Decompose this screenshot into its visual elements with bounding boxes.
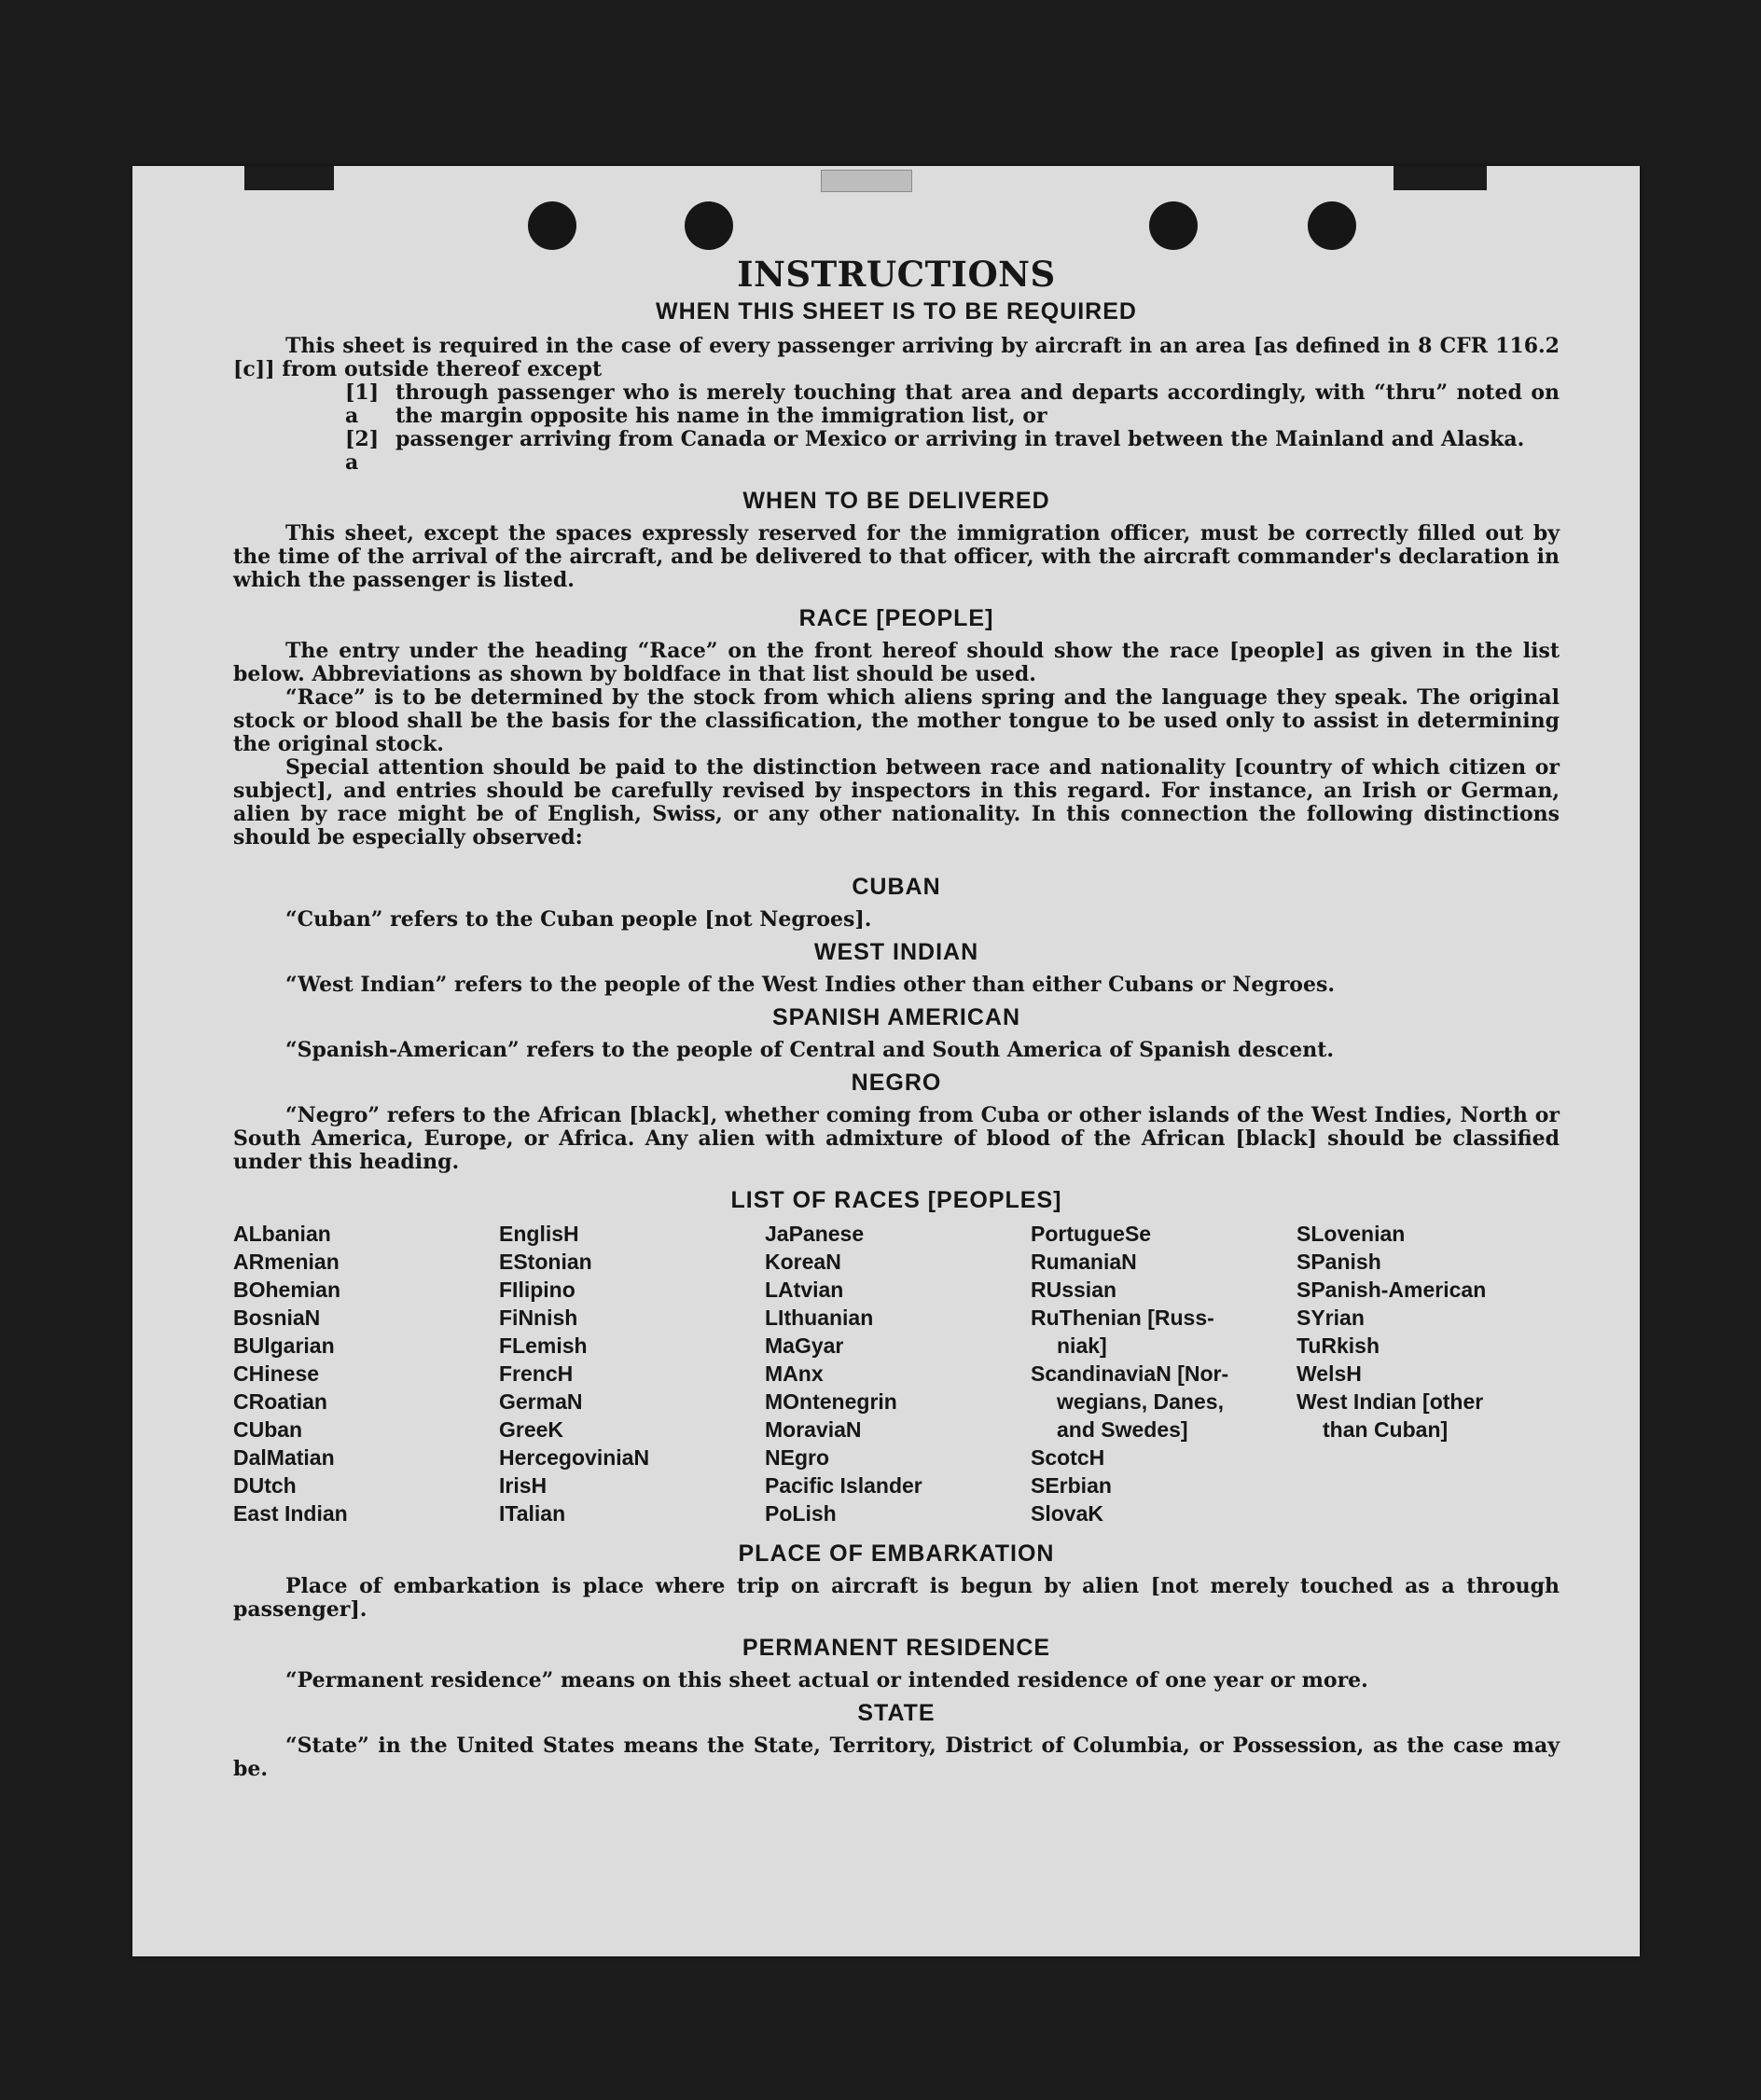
document-page <box>132 166 1640 1956</box>
heading-when-required: WHEN THIS SHEET IS TO BE REQUIRED <box>656 298 1137 325</box>
race-entry: East Indian <box>233 1501 348 1526</box>
race-entry: SYrian <box>1296 1306 1365 1330</box>
page-tab-right <box>1394 166 1487 190</box>
cuban-text: “Cuban” refers to the Cuban people [not Negroes]. <box>285 907 872 932</box>
page-tab-left <box>244 166 334 190</box>
exception-item-2-text: passenger arriving from Canada or Mexico or arriving in travel between the Mainland and Alaska. <box>395 427 1525 451</box>
race-entry: FrencH <box>499 1361 574 1386</box>
race-entry: WelsH <box>1296 1361 1362 1386</box>
race-entry: RuThenian [Russ- <box>1031 1306 1214 1330</box>
exception-item-1-text: through passenger who is merely touching that area and departs accordingly, with “thru” noted on the margin opposite his name in the immigration list, or <box>395 380 1560 428</box>
races-column-5 <box>1296 1220 1560 1527</box>
heading-spanish-american: SPANISH AMERICAN <box>771 1004 1020 1030</box>
exception-item-2 <box>233 428 1560 475</box>
race-entry: LAtvian <box>765 1278 844 1302</box>
race-entry: West Indian [other <box>1296 1389 1484 1414</box>
race-paragraph-2: “Race” is to be determined by the stock from which aliens spring and the language they speak. The original stock or blood shall be the basis for the classification, the mother tongue to be used only to assist in determining the original stock. <box>233 685 1560 756</box>
race-entry: DalMatian <box>233 1445 335 1470</box>
race-entry: BosniaN <box>233 1306 321 1330</box>
race-entry: SErbian <box>1031 1473 1112 1498</box>
race-paragraph-3: Special attention should be paid to the distinction between race and nationality [country of which citizen or subject], and entries should be carefully revised by inspectors in this regard. For instance, an Irish or German, alien by race might be of English, Swiss, or any other nationality. In this connection the following distinctions should be especially observed: <box>233 755 1560 850</box>
paper-clip <box>821 170 912 192</box>
race-entry: FIlipino <box>499 1278 575 1302</box>
heading-cuban: CUBAN <box>852 874 941 900</box>
race-entry: CUban <box>233 1417 303 1442</box>
race-entry: JaPanese <box>765 1222 865 1246</box>
races-column-4 <box>1031 1220 1296 1527</box>
race-entry: ScotcH <box>1031 1445 1105 1470</box>
west-indian-text: “West Indian” refers to the people of the West Indies other than either Cubans or Negroes. <box>285 973 1336 997</box>
race-entry: ALbanian <box>233 1222 331 1246</box>
heading-when-delivered: WHEN TO BE DELIVERED <box>742 488 1050 514</box>
race-entry: SLovenian <box>1296 1222 1406 1246</box>
required-intro: This sheet is required in the case of every passenger arriving by aircraft in an area [as defined in 8 CFR 116.2 [c]] from outside thereof except <box>233 334 1560 381</box>
races-column-3 <box>765 1220 1031 1527</box>
instructions-content <box>233 252 1560 1781</box>
races-column-1 <box>233 1220 499 1527</box>
punch-hole <box>1149 201 1198 250</box>
exception-item-1 <box>233 381 1560 428</box>
race-entry: NEgro <box>765 1445 829 1470</box>
embarkation-text: Place of embarkation is place where trip on aircraft is begun by alien [not merely touched as a through passenger]. <box>233 1574 1560 1622</box>
heading-embarkation: PLACE OF EMBARKATION <box>738 1540 1055 1567</box>
race-entry: BOhemian <box>233 1278 341 1302</box>
race-entry: SPanish-American <box>1296 1278 1487 1302</box>
race-entry: PoLish <box>765 1501 837 1526</box>
race-entry: GreeK <box>499 1417 564 1442</box>
race-entry: DUtch <box>233 1473 297 1498</box>
race-entry: KoreaN <box>765 1250 841 1274</box>
race-entry: TuRkish <box>1296 1333 1380 1358</box>
race-entry: MaGyar <box>765 1333 844 1358</box>
negro-text: “Negro” refers to the African [black], whether coming from Cuba or other islands of the West Indies, North or South America, Europe, or Africa. Any alien with admixture of blood of the African [black] should be classified under this heading. <box>233 1103 1560 1174</box>
race-entry: MOntenegrin <box>765 1389 897 1414</box>
race-entry: SPanish <box>1296 1250 1381 1274</box>
state-text: “State” in the United States means the State, Territory, District of Columbia, or Possession, as the case may be. <box>233 1734 1560 1781</box>
race-entry: BUlgarian <box>233 1333 335 1358</box>
race-entry: MAnx <box>765 1361 824 1386</box>
races-column-2 <box>499 1220 765 1527</box>
race-entry: Pacific Islander <box>765 1473 922 1498</box>
race-entry: ITalian <box>499 1501 566 1526</box>
punch-hole <box>528 201 576 250</box>
race-paragraph-1: The entry under the heading “Race” on the front hereof should show the race [people] as given in the list below. Abbreviations as shown by boldface in that list should be used. <box>233 639 1560 686</box>
race-entry: CHinese <box>233 1361 320 1386</box>
heading-negro: NEGRO <box>851 1070 942 1096</box>
race-entry: RumaniaN <box>1031 1250 1137 1274</box>
heading-list-of-races: LIST OF RACES [PEOPLES] <box>730 1187 1062 1213</box>
race-entry: ScandinaviaN [Nor- <box>1031 1361 1229 1386</box>
race-entry: HercegoviniaN <box>499 1445 650 1470</box>
race-entry: SlovaK <box>1031 1501 1103 1526</box>
race-entry: niak] <box>1057 1333 1107 1358</box>
races-list <box>233 1220 1560 1527</box>
race-entry: FiNnish <box>499 1306 578 1330</box>
heading-race: RACE [PEOPLE] <box>798 605 994 631</box>
race-entry: ARmenian <box>233 1250 340 1274</box>
exception-item-2-num: [2] a <box>345 427 380 475</box>
race-entry: PortugueSe <box>1031 1222 1152 1246</box>
race-entry: GermaN <box>499 1389 583 1414</box>
heading-west-indian: WEST INDIAN <box>813 939 979 965</box>
punch-hole <box>1308 201 1356 250</box>
race-entry: EnglisH <box>499 1222 579 1246</box>
race-entry: wegians, Danes, <box>1057 1389 1224 1414</box>
heading-permanent-residence: PERMANENT RESIDENCE <box>742 1635 1051 1661</box>
race-entry: than Cuban] <box>1323 1417 1449 1442</box>
race-entry: CRoatian <box>233 1389 327 1414</box>
spanish-american-text: “Spanish-American” refers to the people of Central and South America of Spanish descent. <box>285 1038 1335 1062</box>
race-entry: MoraviaN <box>765 1417 862 1442</box>
punch-hole <box>685 201 733 250</box>
heading-state: STATE <box>857 1700 936 1726</box>
race-entry: EStonian <box>499 1250 592 1274</box>
residence-text: “Permanent residence” means on this sheet actual or intended residence of one year or more. <box>285 1668 1368 1692</box>
race-entry: LIthuanian <box>765 1306 874 1330</box>
race-entry: IrisH <box>499 1473 548 1498</box>
race-entry: RUssian <box>1031 1278 1117 1302</box>
page-title: INSTRUCTIONS <box>737 254 1056 295</box>
race-entry: FLemish <box>499 1333 588 1358</box>
exception-item-1-num: [1] a <box>345 380 380 428</box>
delivered-text: This sheet, except the spaces expressly reserved for the immigration officer, must be correctly filled out by the time of the arrival of the aircraft, and be delivered to that officer, with the aircraft commander's declaration in which the passenger is listed. <box>233 521 1560 592</box>
race-entry: and Swedes] <box>1057 1417 1188 1442</box>
